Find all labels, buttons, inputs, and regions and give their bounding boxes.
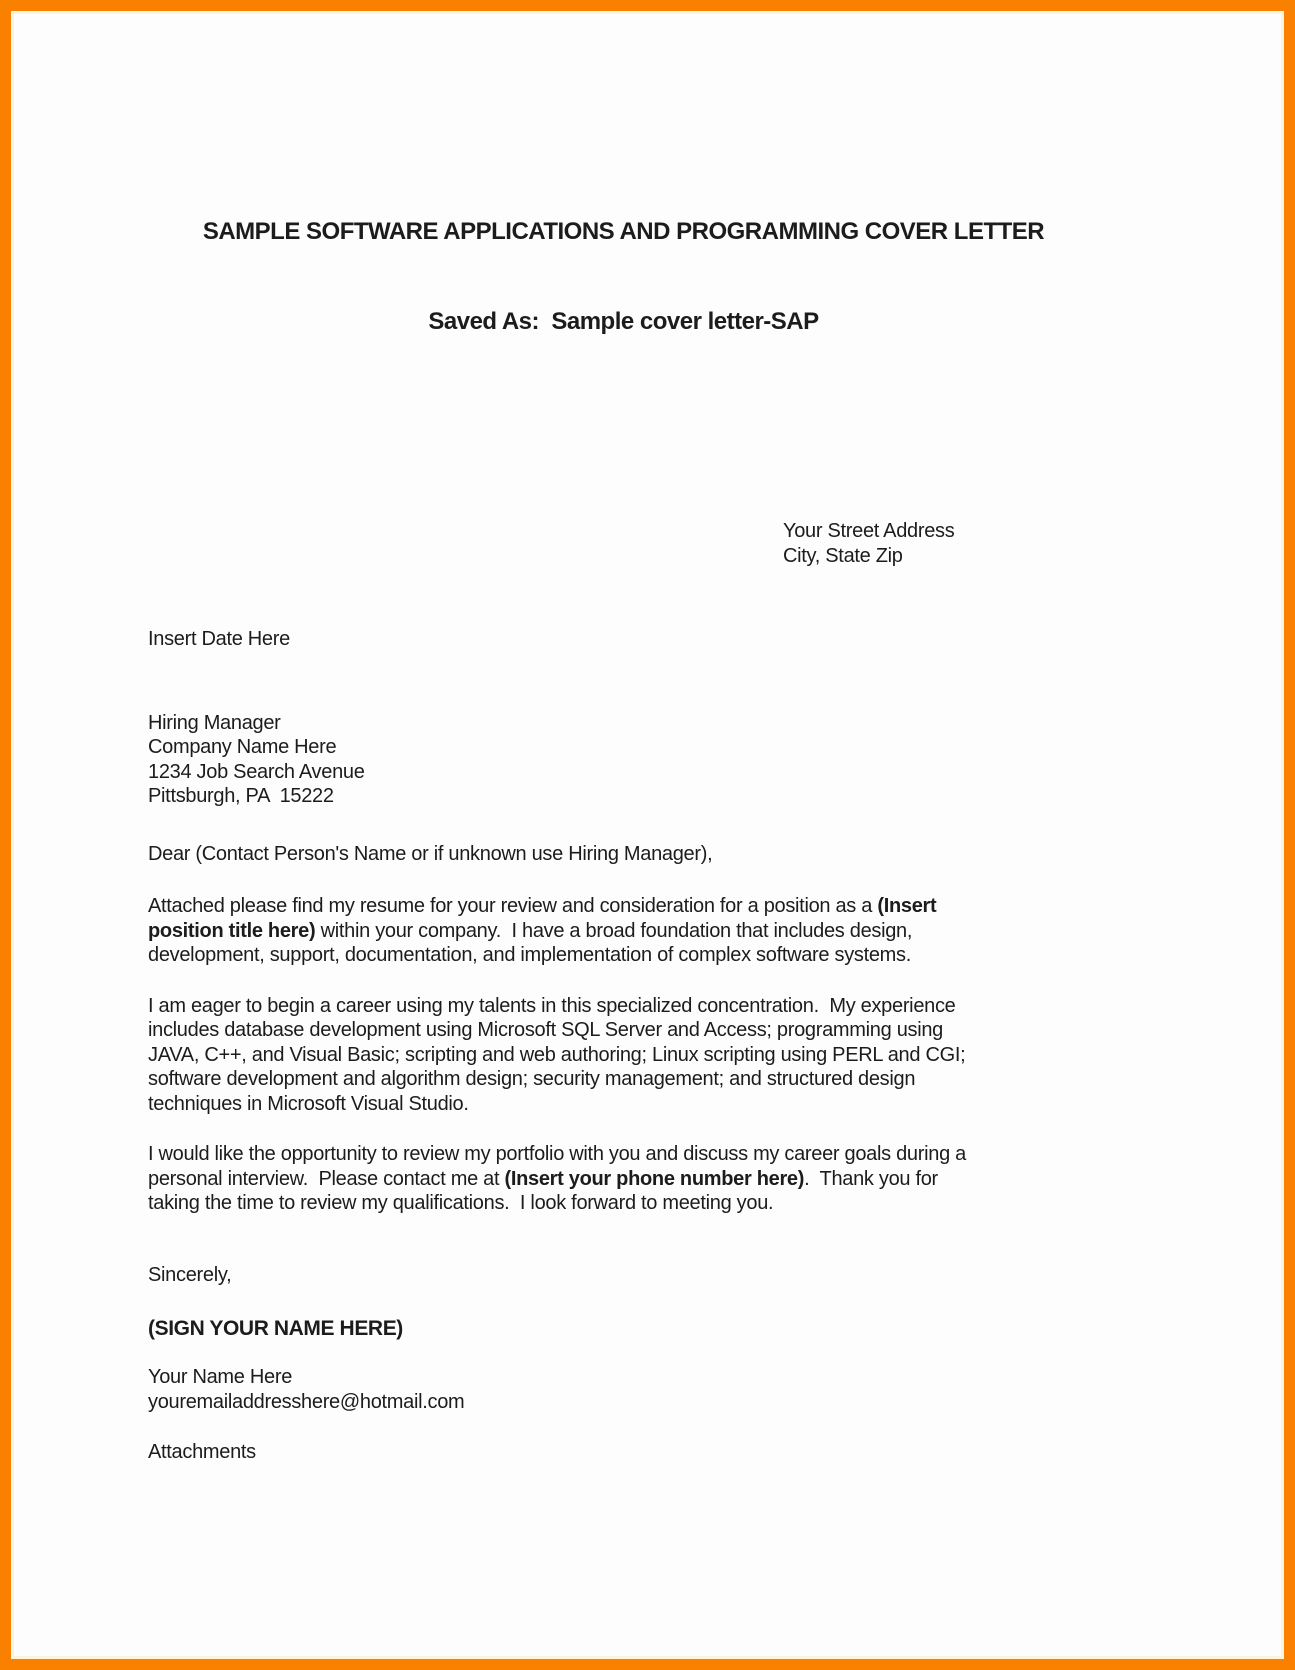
bold-placeholder-text: (Insert (877, 895, 937, 917)
paragraph-line (148, 919, 1244, 944)
paragraph-line (148, 1191, 1244, 1216)
paragraph-text: within your company. I have a broad foundation that includes design, (315, 919, 913, 942)
date-line: Insert Date Here (148, 628, 290, 650)
address-line: 1234 Job Search Avenue (148, 760, 365, 783)
body-paragraph (148, 894, 1244, 968)
signer-name: Your Name Here (148, 1366, 293, 1388)
paragraph-line (148, 1092, 1244, 1117)
title-line-2: Saved As: Sample cover letter-SAP (428, 308, 819, 335)
body-paragraph (148, 994, 1244, 1117)
paragraph-line (148, 1067, 1244, 1092)
letter-content (11, 157, 1284, 1465)
paragraph-text: development, support, documentation, and implementation of complex software systems. (148, 944, 911, 966)
paragraph-text: I would like the opportunity to review my portfolio with you and discuss my career goals during a (148, 1143, 966, 1165)
paragraph-text: includes database development using Microsoft SQL Server and Access; programming using (148, 1019, 944, 1041)
paragraph-text: techniques in Microsoft Visual Studio. (148, 1092, 469, 1115)
address-line: Hiring Manager (148, 711, 281, 734)
paragraph-line (148, 1043, 1244, 1068)
paragraph-line (148, 943, 1244, 968)
paragraph-line (148, 1018, 1244, 1043)
paragraph-text: personal interview. Please contact me at (148, 1167, 505, 1190)
address-line: Pittsburgh, PA 15222 (148, 785, 334, 807)
sender-address-block (783, 519, 1244, 568)
title-line-1: SAMPLE SOFTWARE APPLICATIONS AND PROGRAMMING COVER LETTER (202, 218, 1045, 245)
recipient-address-block (148, 711, 1244, 809)
letter-title (93, 157, 1154, 397)
salutation: Dear (Contact Person's Name or if unknown use Hiring Manager), (148, 842, 713, 865)
address-line: Company Name Here (148, 736, 337, 758)
paragraph-text: JAVA, C++, and Visual Basic; scripting and web authoring; Linux scripting using PERL and CGI; (148, 1043, 966, 1066)
paragraph-text: software development and algorithm design; security management; and structured design (148, 1068, 916, 1090)
paragraph-text: I am eager to begin a career using my talents in this specialized concentration. My experience (148, 994, 956, 1017)
signature-placeholder: (SIGN YOUR NAME HERE) (148, 1317, 403, 1340)
paragraph-line (148, 1167, 1244, 1192)
signer-email: youremailaddresshere@hotmail.com (148, 1390, 465, 1413)
signature-block (148, 1365, 1244, 1414)
closing-line: Sincerely, (148, 1263, 232, 1286)
bold-placeholder-text: (Insert your phone number here) (504, 1167, 805, 1190)
attachments-label: Attachments (148, 1441, 256, 1463)
paragraph-line (148, 894, 1244, 919)
paragraph-text: Attached please find my resume for your review and consideration for a position as a (148, 895, 878, 917)
paragraph-text: taking the time to review my qualifications. I look forward to meeting you. (148, 1192, 774, 1214)
paragraph-text: . Thank you for (804, 1167, 938, 1190)
paragraph-line (148, 994, 1244, 1019)
address-line: City, State Zip (783, 544, 903, 567)
paragraph-line (148, 1142, 1244, 1167)
letter-body (148, 894, 1244, 1216)
address-line: Your Street Address (783, 520, 955, 542)
body-paragraph (148, 1142, 1244, 1216)
bold-placeholder-text: position title here) (148, 919, 316, 942)
